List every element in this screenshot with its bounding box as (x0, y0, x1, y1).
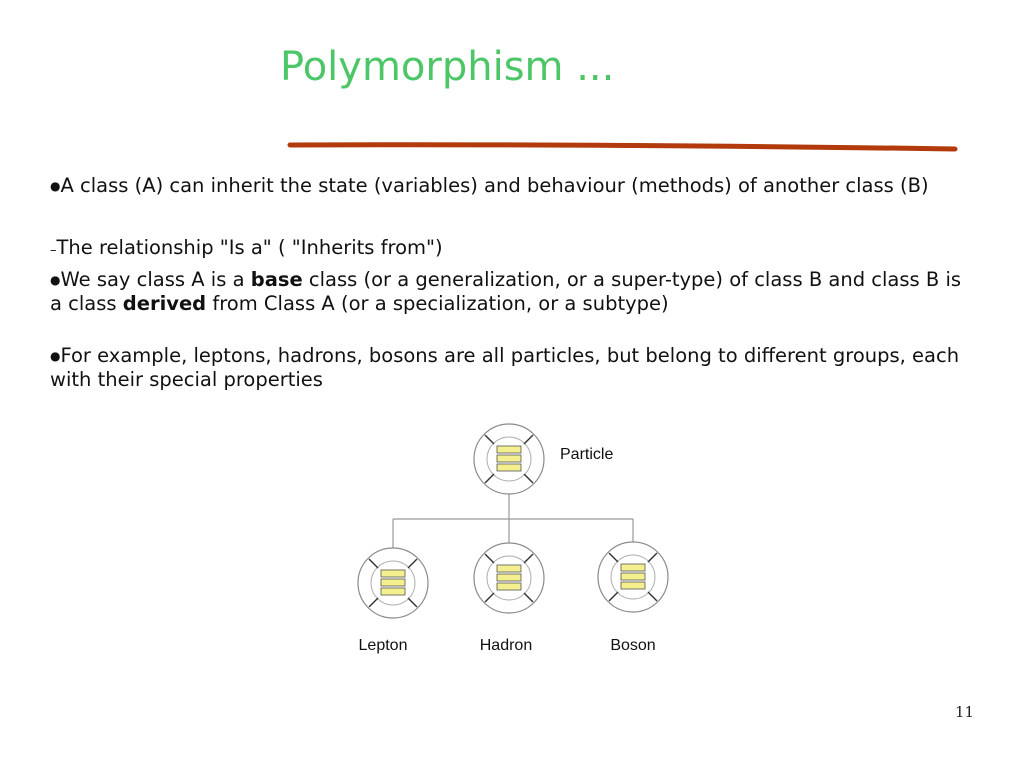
lepton-class-icon (358, 548, 428, 618)
boson-class-icon (598, 542, 668, 612)
child-class-label: Boson (610, 637, 656, 654)
bullet-marker: ● (50, 179, 61, 193)
dash-marker: – (50, 243, 57, 258)
hadron-class-icon (474, 543, 544, 613)
bullet-marker: ● (50, 349, 61, 363)
bold-term-base: base (250, 268, 303, 291)
bullet-text: A class (A) can inherit the state (variables) and behaviour (methods) of another class (B) (60, 174, 929, 197)
bullet-text: The relationship "Is a" ( "Inherits from") (56, 236, 443, 259)
parent-class-label: Particle (560, 446, 614, 463)
bold-term-derived: derived (122, 292, 207, 315)
inheritance-connectors (393, 494, 633, 548)
child-class-label: Lepton (358, 637, 408, 654)
particle-class-icon (474, 424, 544, 494)
bullet-text: from Class A (or a specialization, or a subtype) (206, 292, 669, 315)
bullet-text: We say class A is a (60, 268, 251, 291)
bullet-text: class (or a generalization, or a super-type) of class B and class B is a class (50, 268, 962, 315)
bullet-text: For example, leptons, hadrons, bosons are all particles, but belong to different groups, each with their special properties (50, 344, 960, 391)
page-number: 11 (955, 703, 975, 721)
slide-title: Polymorphism ... (280, 44, 615, 90)
child-class-label: Hadron (479, 637, 533, 654)
bullet-marker: ● (50, 273, 61, 287)
